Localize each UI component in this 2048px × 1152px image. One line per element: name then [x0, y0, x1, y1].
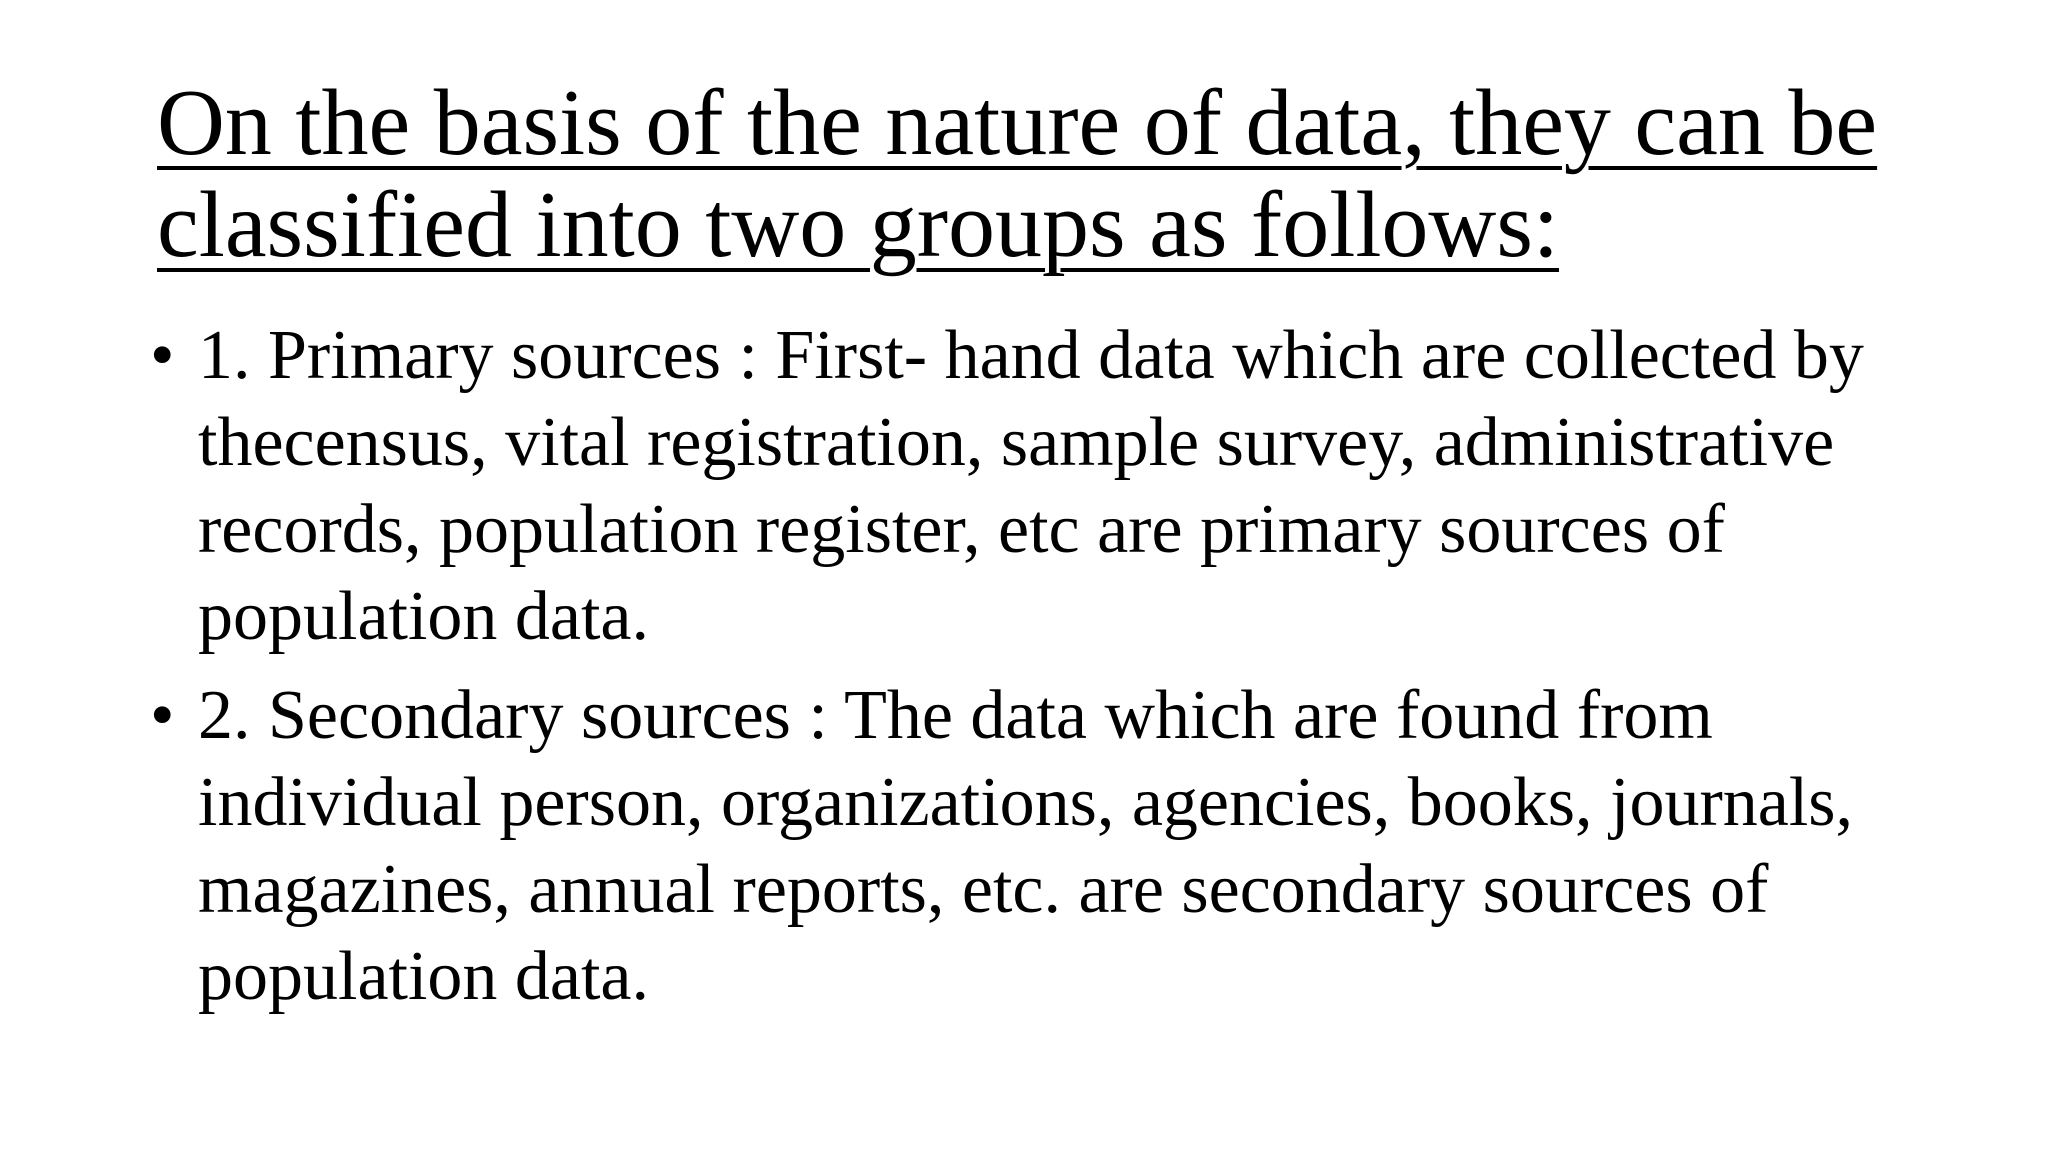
bullet-text: 2. Secondary sources : The data which are found from individual person, organizations, agencies, books, journals, magazines, annual reports, etc. are secondary sources of population data. — [198, 677, 1854, 1015]
bullet-icon: • — [150, 317, 175, 394]
bullet-item-secondary-sources — [150, 672, 1910, 1020]
bullet-icon: • — [150, 677, 175, 754]
bullet-text: 1. Primary sources : First- hand data which are collected by thecensus, vital registration, sample survey, administrative records, population register, etc are primary sources of population data. — [198, 317, 1864, 655]
slide-title: On the basis of the nature of data, they can be classified into two groups as follows: — [157, 71, 1878, 277]
bullet-list — [150, 312, 1910, 1032]
bullet-item-primary-sources — [150, 312, 1910, 660]
